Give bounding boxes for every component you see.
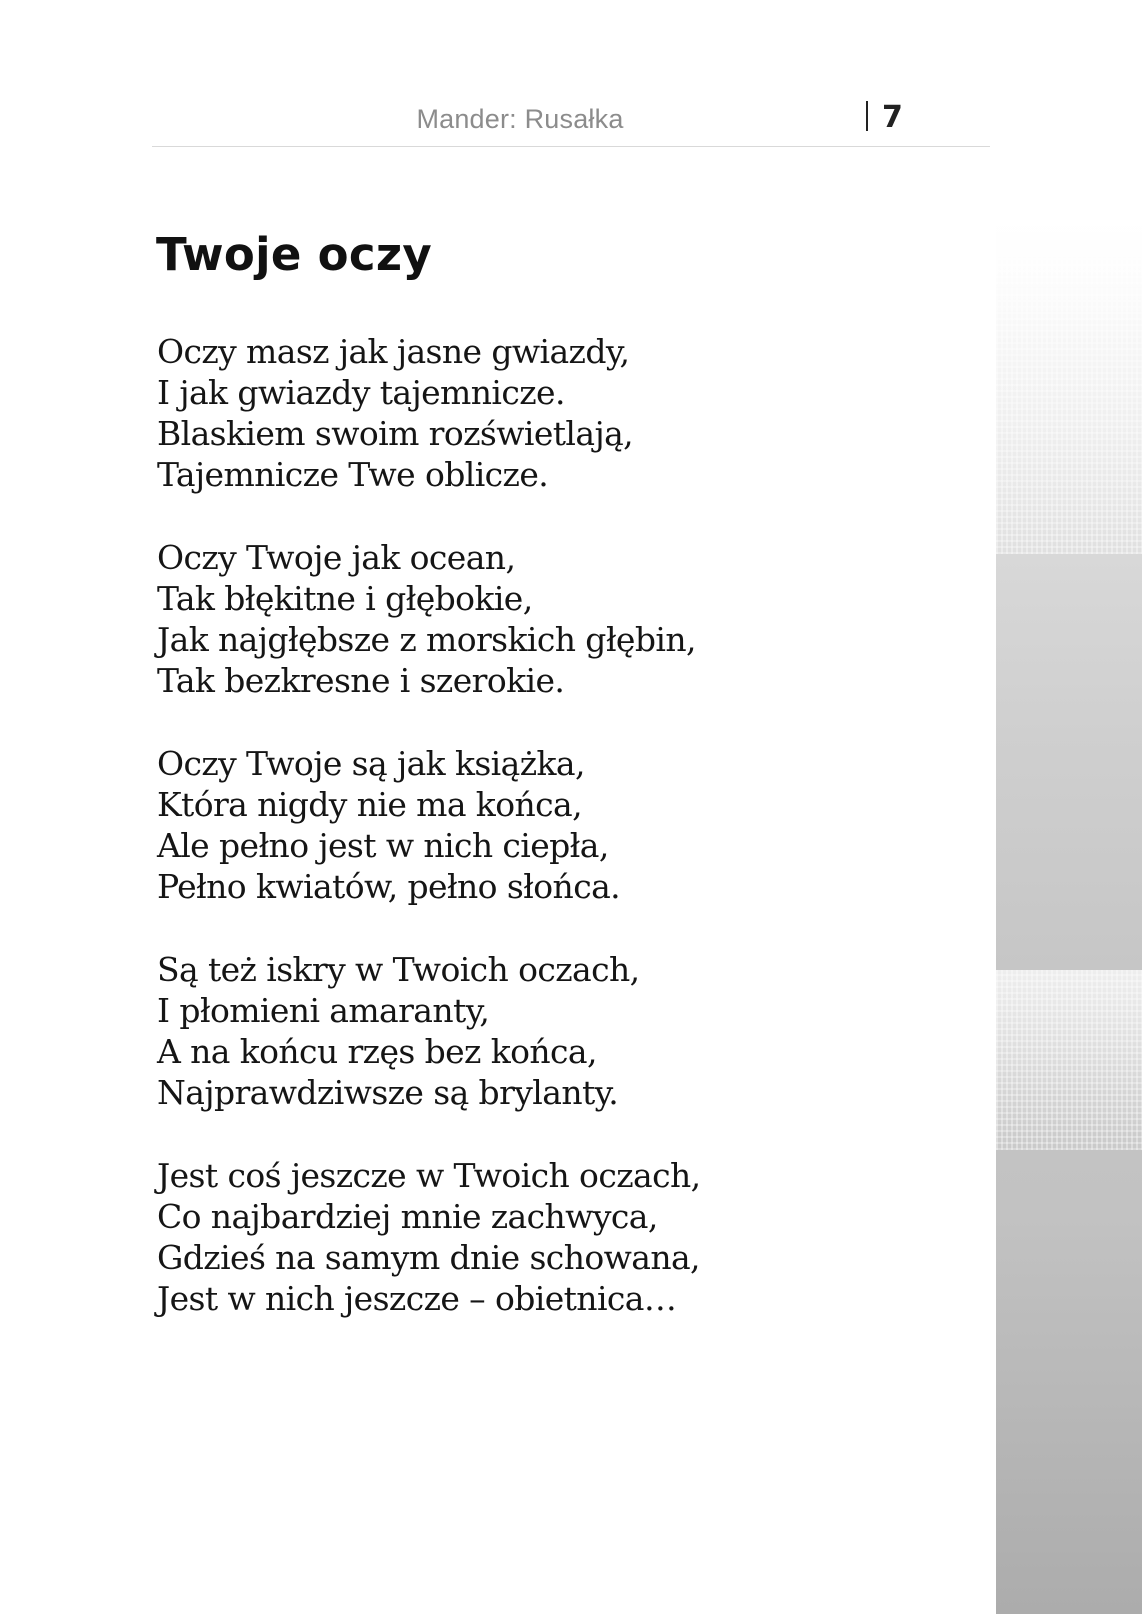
poem-line: A na końcu rzęs bez końca, [157,1032,597,1071]
poem-line: Blaskiem swoim rozświetlają, [157,414,634,453]
stanza-1 [157,331,877,495]
poem-line: Tajemnicze Twe oblicze. [157,455,549,494]
poem-line: Pełno kwiatów, pełno słońca. [157,867,621,906]
poem-line: Są też iskry w Twoich oczach, [157,950,640,989]
running-title: Mander: Rusałka [416,104,624,134]
side-bar-texture-top [996,214,1142,554]
poem-line: Oczy masz jak jasne gwiazdy, [157,332,630,371]
poem-line: Jest w nich jeszcze – obietnica… [157,1279,677,1318]
page-number-block [866,100,903,135]
poem-line: Tak błękitne i głębokie, [157,579,533,618]
poem-line: Jest coś jeszcze w Twoich oczach, [157,1156,701,1195]
poem-line: I jak gwiazdy tajemnicze. [157,373,565,412]
stanza-5 [157,1155,877,1319]
poem-line: Która nigdy nie ma końca, [157,785,582,824]
page-number-divider [866,101,868,131]
side-bar-texture-middle [996,970,1142,1150]
stanza-4 [157,949,877,1113]
poem-line: Oczy Twoje jak ocean, [157,538,516,577]
poem-line: Gdzieś na samym dnie schowana, [157,1238,700,1277]
poem-line: Oczy Twoje są jak książka, [157,744,585,783]
poem-title: Twoje oczy [156,228,432,281]
poem-line: Najprawdziwsze są brylanty. [157,1073,619,1112]
poem-line: Ale pełno jest w nich ciepła, [157,826,609,865]
stanza-2 [157,537,877,701]
stanza-3 [157,743,877,907]
poem-line: Tak bezkresne i szerokie. [157,661,565,700]
poem-line: Co najbardziej mnie zachwyca, [157,1197,658,1236]
poem-line: I płomieni amaranty, [157,991,490,1030]
page-number: 7 [882,100,903,135]
decorative-side-bar [996,214,1142,1614]
poem-line: Jak najgłębsze z morskich głębin, [157,620,696,659]
running-header [152,100,990,147]
poem-body [157,331,877,1361]
